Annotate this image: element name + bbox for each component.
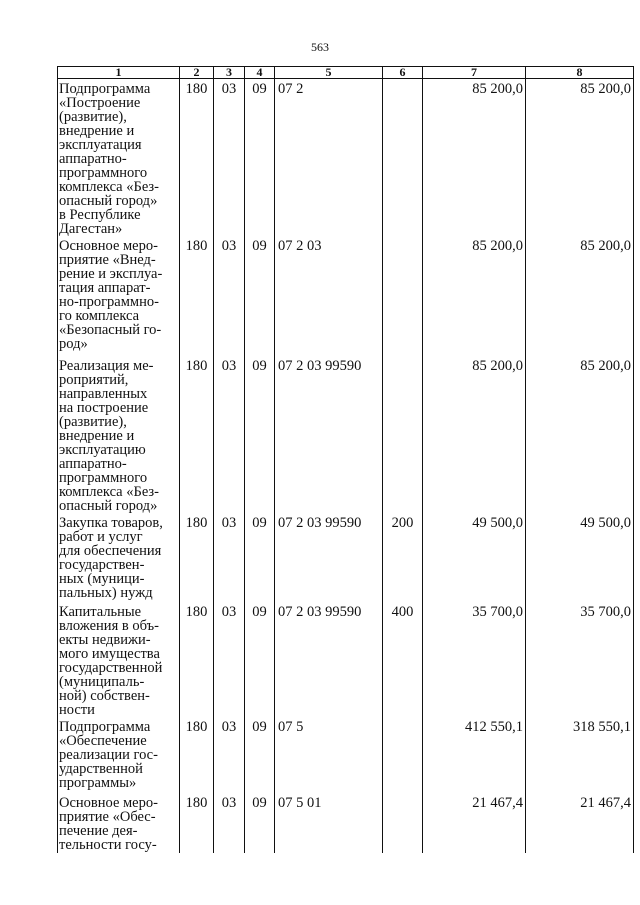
ministry-code: 180 — [180, 236, 214, 356]
target-article-code: 07 5 — [275, 717, 383, 793]
budget-table — [57, 66, 634, 853]
amount-col8: 21 467,4 — [526, 793, 634, 853]
ministry-code: 180 — [180, 79, 214, 237]
amount-col8: 35 700,0 — [526, 602, 634, 717]
expense-type-code — [383, 793, 423, 853]
column-header: 4 — [245, 67, 275, 79]
section-code: 03 — [214, 236, 245, 356]
row-name: Капитальные вложения в объ- екты недвижи- мого имущества государственной (муниципаль- ной) собствен- ности — [58, 602, 180, 717]
target-article-code: 07 2 — [275, 79, 383, 237]
table-row — [58, 356, 634, 513]
row-name: Подпрограмма «Построение (развитие), внедрение и эксплуатация аппаратно- программного комплекса «Без- опасный город» в Республике Дагестан» — [58, 79, 180, 237]
ministry-code: 180 — [180, 602, 214, 717]
subsection-code: 09 — [245, 717, 275, 793]
amount-col7: 85 200,0 — [423, 356, 526, 513]
ministry-code: 180 — [180, 356, 214, 513]
amount-col7: 49 500,0 — [423, 513, 526, 602]
expense-type-code: 200 — [383, 513, 423, 602]
table-row — [58, 513, 634, 602]
amount-col8: 49 500,0 — [526, 513, 634, 602]
section-code: 03 — [214, 356, 245, 513]
amount-col8: 85 200,0 — [526, 236, 634, 356]
expense-type-code — [383, 717, 423, 793]
column-header: 2 — [180, 67, 214, 79]
target-article-code: 07 5 01 — [275, 793, 383, 853]
row-name: Закупка товаров, работ и услуг для обеспечения государствен- ных (муници- пальных) нужд — [58, 513, 180, 602]
target-article-code: 07 2 03 99590 — [275, 513, 383, 602]
amount-col7: 35 700,0 — [423, 602, 526, 717]
target-article-code: 07 2 03 99590 — [275, 356, 383, 513]
ministry-code: 180 — [180, 513, 214, 602]
target-article-code: 07 2 03 99590 — [275, 602, 383, 717]
column-header: 6 — [383, 67, 423, 79]
section-code: 03 — [214, 793, 245, 853]
amount-col7: 85 200,0 — [423, 236, 526, 356]
table-row — [58, 602, 634, 717]
subsection-code: 09 — [245, 79, 275, 237]
section-code: 03 — [214, 602, 245, 717]
amount-col8: 318 550,1 — [526, 717, 634, 793]
table-row — [58, 717, 634, 793]
row-name: Основное меро- приятие «Внед- рение и эксплуа- тация аппарат- но-программно- го комплекса «Безопасный го- род» — [58, 236, 180, 356]
column-header: 5 — [275, 67, 383, 79]
section-code: 03 — [214, 717, 245, 793]
column-header: 3 — [214, 67, 245, 79]
column-header: 8 — [526, 67, 634, 79]
ministry-code: 180 — [180, 717, 214, 793]
ministry-code: 180 — [180, 793, 214, 853]
expense-type-code — [383, 356, 423, 513]
amount-col8: 85 200,0 — [526, 356, 634, 513]
page-number: 563 — [311, 40, 329, 54]
amount-col7: 412 550,1 — [423, 717, 526, 793]
row-name: Подпрограмма «Обеспечение реализации гос- ударственной программы» — [58, 717, 180, 793]
column-header: 7 — [423, 67, 526, 79]
amount-col7: 21 467,4 — [423, 793, 526, 853]
amount-col7: 85 200,0 — [423, 79, 526, 237]
table-row — [58, 79, 634, 237]
subsection-code: 09 — [245, 513, 275, 602]
column-header: 1 — [58, 67, 180, 79]
subsection-code: 09 — [245, 236, 275, 356]
table-row — [58, 793, 634, 853]
table-row — [58, 236, 634, 356]
section-code: 03 — [214, 79, 245, 237]
row-name: Реализация ме- роприятий, направленных на построение (развитие), внедрение и эксплуатацию аппаратно- программного комплекса «Без- опасный город» — [58, 356, 180, 513]
subsection-code: 09 — [245, 356, 275, 513]
table-header-row — [58, 67, 634, 79]
subsection-code: 09 — [245, 602, 275, 717]
subsection-code: 09 — [245, 793, 275, 853]
amount-col8: 85 200,0 — [526, 79, 634, 237]
section-code: 03 — [214, 513, 245, 602]
target-article-code: 07 2 03 — [275, 236, 383, 356]
row-name: Основное меро- приятие «Обес- печение дея- тельности госу- — [58, 793, 180, 853]
expense-type-code: 400 — [383, 602, 423, 717]
expense-type-code — [383, 236, 423, 356]
expense-type-code — [383, 79, 423, 237]
